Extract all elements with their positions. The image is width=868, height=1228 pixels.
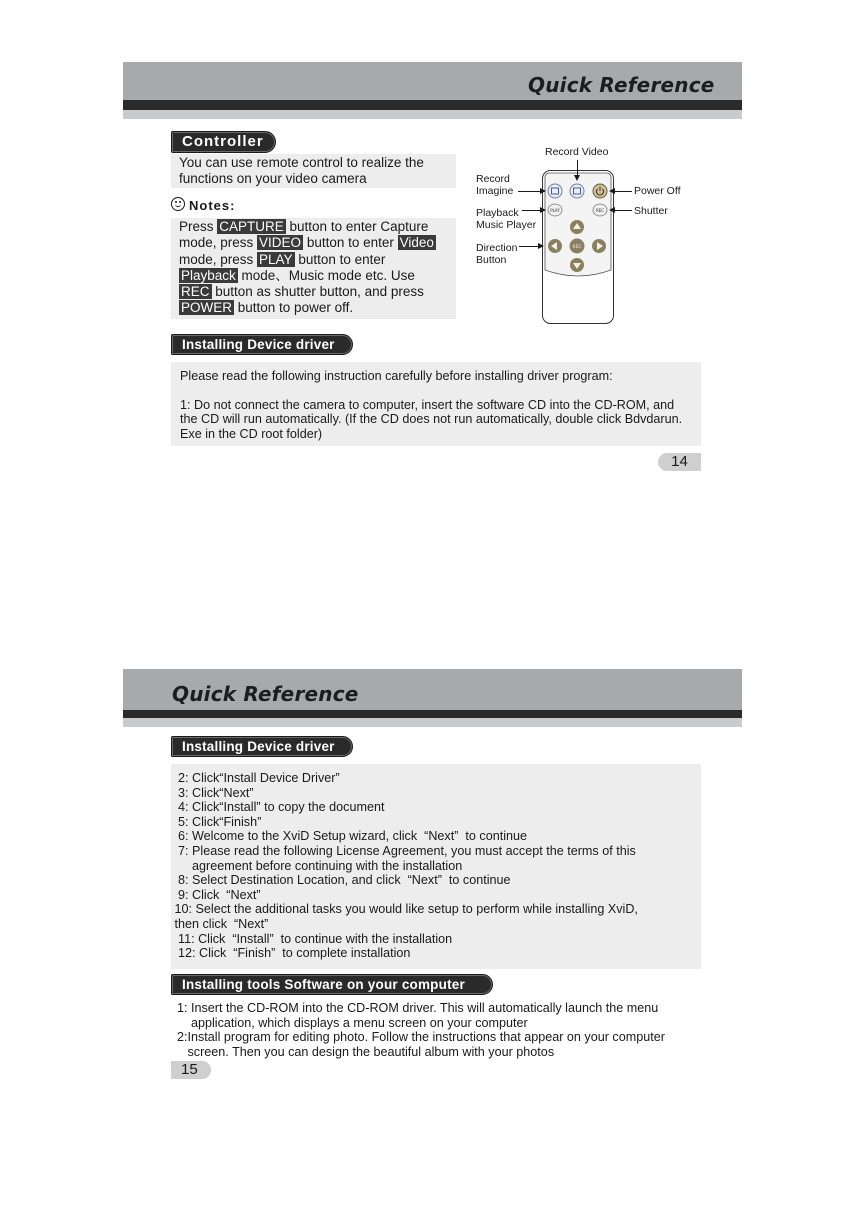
- header-underband: [123, 110, 742, 119]
- capture-key: CAPTURE: [219, 219, 284, 234]
- driver-step: 5: Click“Finish”: [171, 814, 262, 829]
- notes-line: Playback mode、Music mode etc. Use: [181, 267, 415, 283]
- notes-label: Notes:: [189, 198, 236, 213]
- driver-step: 11: Click “Install” to continue with the installation: [171, 931, 453, 946]
- arrow-icon: [609, 207, 615, 213]
- playback-mode: Playback: [181, 267, 236, 283]
- intro-line: You can use remote control to realize the: [179, 155, 424, 170]
- video-key: VIDEO: [259, 235, 302, 251]
- page-title: Quick Reference: [172, 682, 359, 706]
- driver-step: 12: Click “Finish” to complete installation: [171, 946, 411, 961]
- leader-line: [577, 160, 578, 176]
- driver-step: 9: Click “Next”: [171, 887, 261, 902]
- tools-steps-list: [177, 1001, 707, 1059]
- arrow-icon: [538, 243, 544, 249]
- section-label-driver: Installing Device driver: [171, 334, 353, 355]
- driver-step: 3: Click“Next”: [171, 785, 254, 800]
- driver-step: 10: Select the additional tasks you would like setup to perform while installing XviD,: [171, 902, 638, 917]
- driver-step: 7: Please read the following License Agreement, you must accept the terms of this: [171, 843, 636, 858]
- notes-line: POWER button to power off.: [181, 300, 354, 316]
- header-underband: [123, 718, 742, 727]
- notes-box: [171, 218, 456, 319]
- leader-line: [519, 246, 539, 247]
- driver-steps-box: [171, 764, 701, 969]
- smiley-icon: [171, 197, 185, 211]
- svg-text:REC: REC: [595, 208, 605, 213]
- remote-control-icon: [542, 170, 614, 324]
- page-number: 14: [658, 453, 701, 471]
- driver-step: agreement before continuing with the installation: [171, 858, 463, 873]
- remote-control-illustration: [542, 170, 614, 324]
- section-label-tools: Installing tools Software on your computer: [171, 974, 493, 995]
- rec-key: REC: [181, 284, 210, 300]
- notes-line: mode, press VIDEO button to enter Video: [179, 235, 434, 251]
- arrow-icon: [540, 188, 546, 194]
- leader-line: [614, 191, 632, 192]
- notes-line: REC button as shutter button, and press: [181, 284, 424, 300]
- controller-intro: [171, 154, 456, 188]
- notes-line: Press CAPTURE button to enter Capture: [179, 219, 429, 234]
- arrow-icon: [609, 188, 615, 194]
- svg-text:REC: REC: [572, 245, 582, 250]
- tools-step: screen. Then you can design the beautiful album with your photos: [177, 1044, 555, 1059]
- header-bar: [123, 100, 742, 110]
- driver-step: 8: Select Destination Location, and click “Next” to continue: [171, 873, 511, 888]
- leader-line: [522, 210, 541, 211]
- arrow-icon: [574, 175, 580, 181]
- label-record-video: Record Video: [545, 146, 609, 158]
- section-label-controller: Controller: [171, 131, 276, 153]
- intro-line: functions on your video camera: [179, 171, 367, 187]
- driver-steps-list: [171, 771, 701, 961]
- tools-step: 2:Install program for editing photo. Follow the instructions that appear on your computer: [177, 1030, 665, 1045]
- driver-step: 6: Welcome to the XviD Setup wizard, click “Next” to continue: [171, 829, 528, 844]
- driver-step: Exe in the CD root folder): [180, 426, 323, 441]
- driver-step: 1: Do not connect the camera to computer, insert the software CD into the CD-ROM, and: [180, 397, 675, 412]
- play-key: PLAY: [259, 251, 293, 267]
- tools-step: application, which displays a menu screen on your computer: [177, 1015, 528, 1030]
- page-number: 15: [171, 1061, 211, 1079]
- label-shutter: Shutter: [634, 205, 668, 217]
- label-power-off: Power Off: [634, 185, 681, 197]
- driver-instructions: [171, 362, 701, 446]
- svg-text:PLAY: PLAY: [550, 208, 560, 213]
- label-playback-music: Playback Music Player: [476, 207, 537, 231]
- label-direction-button: Direction Button: [476, 242, 518, 266]
- driver-step: 2: Click“Install Device Driver”: [171, 771, 340, 785]
- video-mode: Video: [399, 235, 434, 251]
- driver-intro: Please read the following instruction carefully before installing driver program:: [180, 369, 613, 383]
- leader-line: [518, 191, 541, 192]
- arrow-icon: [540, 207, 546, 213]
- power-key: POWER: [181, 300, 233, 316]
- label-record-imagine: Record Imagine: [476, 173, 514, 197]
- leader-line: [614, 210, 632, 211]
- driver-step: then click “Next”: [171, 916, 269, 931]
- notes-line: mode, press PLAY button to enter: [179, 251, 386, 267]
- driver-step: the CD will run automatically. (If the CD does not run automatically, double click Bdvdarun.: [180, 412, 683, 427]
- notes-heading: [171, 197, 235, 213]
- header-bar: [123, 710, 742, 718]
- page-title: Quick Reference: [528, 73, 715, 97]
- driver-step: 4: Click“Install” to copy the document: [171, 800, 385, 815]
- tools-step: 1: Insert the CD-ROM into the CD-ROM driver. This will automatically launch the menu: [177, 1001, 659, 1015]
- section-label-driver: Installing Device driver: [171, 736, 353, 757]
